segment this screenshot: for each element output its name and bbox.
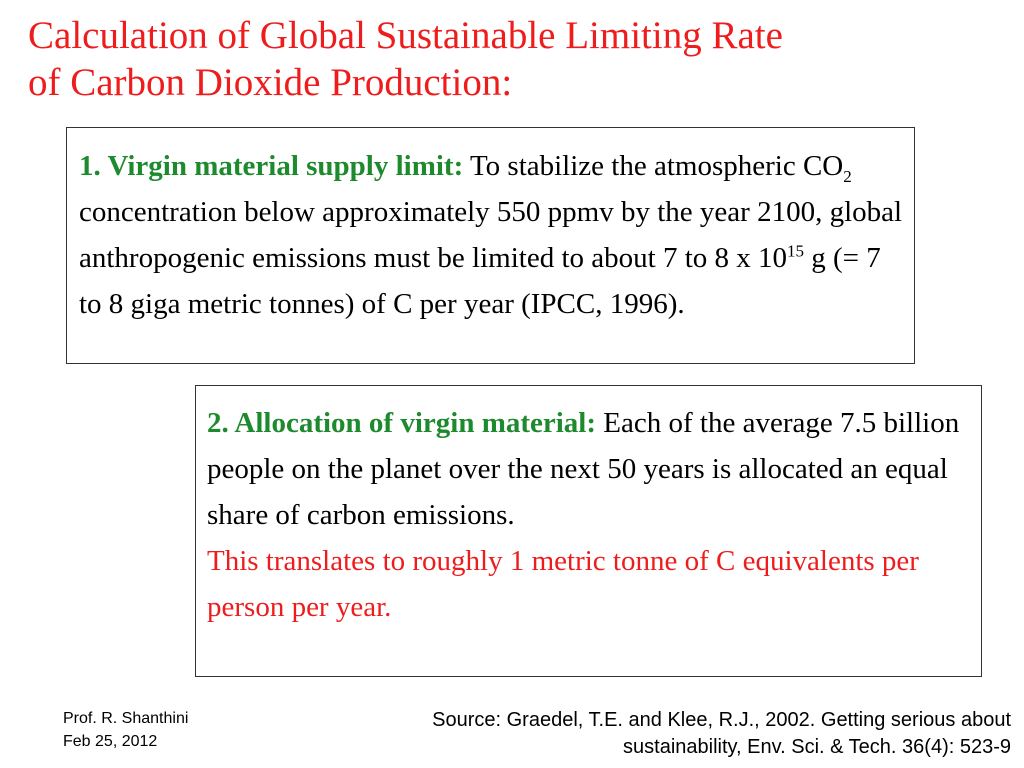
box-1-text-c: g (= 7 to 8 giga metric tonnes) of C per year (IPCC, 1996).: [79, 242, 881, 320]
allocation-of-virgin-material-box: [195, 385, 982, 677]
footer-source-line-2: sustainability, Env. Sci. & Tech. 36(4): 523-9: [623, 736, 1011, 758]
title-line-2: of Carbon Dioxide Production:: [28, 61, 513, 104]
virgin-material-supply-limit-box: [66, 127, 915, 364]
footer-source: [251, 707, 1011, 761]
slide-title: [28, 12, 988, 106]
box-1-superscript: 15: [787, 241, 805, 261]
box-2-highlight: This translates to roughly 1 metric tonne of C equivalents per person per year.: [207, 545, 919, 623]
box-1-subscript: 2: [843, 166, 852, 186]
box-1-paragraph: [79, 143, 904, 327]
footer-date: Feb 25, 2012: [63, 733, 158, 750]
box-1-text-a: To stabilize the atmospheric CO: [463, 150, 844, 182]
box-2-heading: 2. Allocation of virgin material:: [207, 407, 597, 439]
title-line-1: Calculation of Global Sustainable Limiting Rate: [28, 14, 783, 57]
footer-source-line-1: Source: Graedel, T.E. and Klee, R.J., 2002. Getting serious about: [432, 709, 1011, 731]
box-2-body: Each of the average 7.5 billion people on the planet over the next 50 years is allocated an equal share of carbon emissions.: [207, 407, 960, 531]
box-2-paragraph: [207, 400, 973, 538]
footer-author-block: [63, 707, 188, 753]
footer-author: Prof. R. Shanthini: [63, 710, 189, 727]
box-1-text-b: concentration below approximately 550 ppmv by the year 2100, global anthropogenic emissions must be limited to about 7 to 8 x 10: [79, 196, 903, 274]
box-1-heading: 1. Virgin material supply limit:: [79, 150, 464, 182]
